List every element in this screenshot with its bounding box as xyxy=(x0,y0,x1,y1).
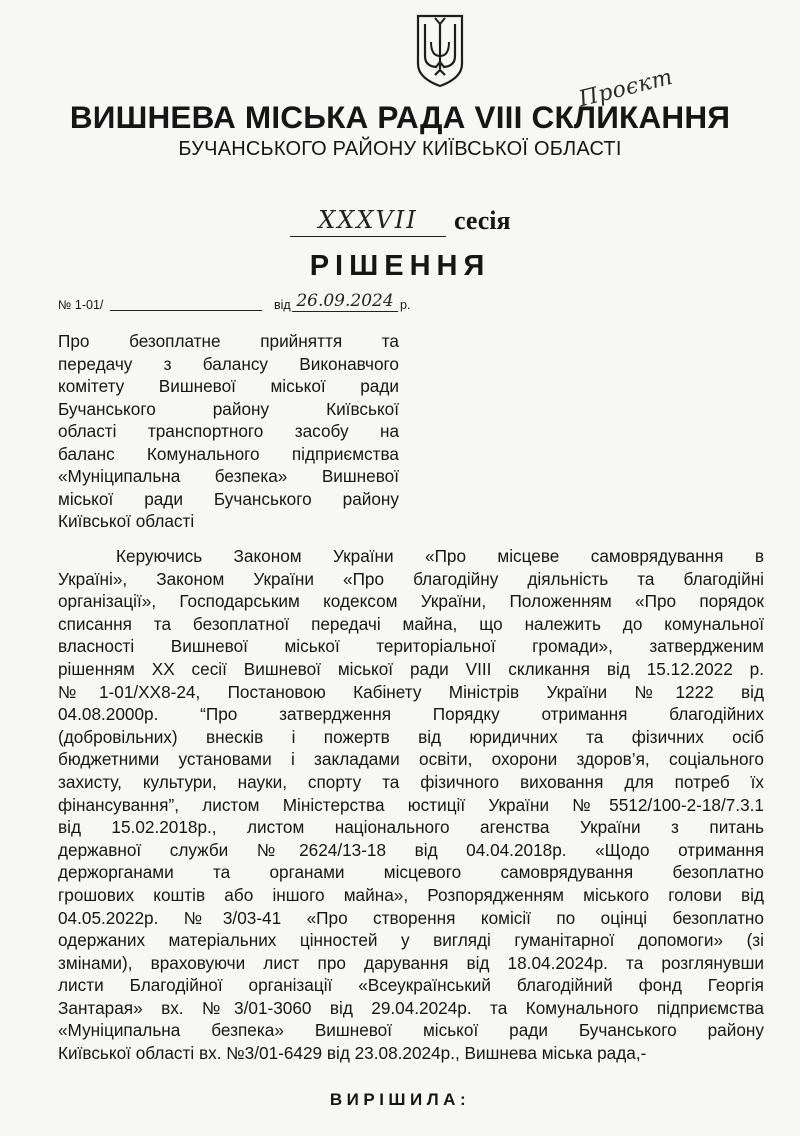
document-date-suffix: р. xyxy=(400,298,411,312)
body-line: списання та безоплатної передачі майна, що належить до комунальної xyxy=(58,613,764,634)
subject-line: міської ради Бучанського району xyxy=(58,488,399,509)
body-line: змінами), враховуючи лист про дарування від 18.04.2024р. та розглянувши xyxy=(58,952,764,973)
document-date-label: від xyxy=(274,298,291,312)
session-line xyxy=(290,204,590,240)
body-line: організації», Господарським кодексом України, Положенням «Про порядок xyxy=(58,591,764,612)
subject-line: області транспортного засобу на xyxy=(58,421,399,441)
council-title: ВИШНЕВА МІСЬКА РАДА VIII СКЛИКАННЯ xyxy=(69,99,731,135)
body-line: державної служби №2624/13-18 від 04.04.2018р. «Щодо отримання xyxy=(58,839,764,860)
body-line: захисту, культури, науки, спорту та фізичного виховання для потреб їх xyxy=(58,771,764,792)
decision-subject xyxy=(58,330,399,533)
body-line: Керуючись Законом України «Про місцеве самоврядування в xyxy=(116,546,764,566)
document-number-blank xyxy=(110,310,262,311)
body-line: фінансування”, листом Міністерства юстиції України №5512/100-2-18/7.3.1 xyxy=(58,794,764,815)
subject-line: баланс Комунального підприємства xyxy=(58,443,399,464)
body-line: власності Вишневої міської територіальної громади», затвердженим xyxy=(58,636,764,657)
trident-emblem-icon xyxy=(414,12,466,88)
body-line: Україні», Законом України «Про благодійну діяльність та благодійні xyxy=(58,568,764,589)
body-line: 04.05.2022р. №3/03-41 «Про створення комісії по оцінці безоплатно xyxy=(58,907,764,928)
subject-line: «Муніципальна безпека» Вишневої xyxy=(58,466,399,486)
body-line: Зантарая» вх. №3/01-3060 від 29.04.2024р. та Комунального підприємства xyxy=(58,997,764,1018)
body-line: листи Благодійної організації «Всеукраїнський благодійний фонд Георгія xyxy=(58,975,764,996)
document-date-handwritten: 26.09.2024 xyxy=(292,292,398,312)
subject-line: Про безоплатне прийняття та xyxy=(58,331,399,351)
body-line: №1-01/XX8-24, Постановою Кабінету Міністрів України №1222 від xyxy=(58,681,764,702)
decision-title: РІШЕННЯ xyxy=(309,250,491,282)
body-line: рішенням XX сесії Вишневої міської ради VIII скликання від 15.12.2022 р. xyxy=(58,658,764,679)
body-line: (добровільних) внесків і пожертв від юридичних та фізичних осіб xyxy=(58,726,764,747)
body-line: грошових коштів або іншого майна», Розпорядженням міського голови від xyxy=(58,884,764,905)
council-subtitle: БУЧАНСЬКОГО РАЙОНУ КИЇВСЬКОЇ ОБЛАСТІ xyxy=(178,138,622,160)
session-number-handwritten: XXXVII xyxy=(290,204,446,237)
body-line: бюджетними установами і закладами освіти, охорони здоров’я, соціального xyxy=(58,749,764,770)
subject-line: Бучанського району Київської xyxy=(58,398,399,419)
body-line: держорганами та органами місцевого самоврядування безоплатно xyxy=(58,862,764,883)
document-number-label: № 1-01/ xyxy=(58,298,104,312)
subject-line: Київської області xyxy=(58,511,195,531)
subject-line: комітету Вишневої міської ради xyxy=(58,376,399,396)
session-label: сесія xyxy=(454,206,511,235)
draft-handwritten-mark: Проєкт xyxy=(576,64,676,113)
body-line: 04.08.2000р. “Про затвердження Порядку отримання благодійних xyxy=(58,704,764,725)
body-line: одержаних матеріальних цінностей у вигляді гуманітарної допомоги» (зі xyxy=(58,930,764,951)
subject-line: передачу з балансу Виконавчого xyxy=(58,353,399,374)
body-line: «Муніципальна безпека» Вишневої міської ради Бучанського району xyxy=(58,1020,764,1041)
body-line: Київської області вх. №3/01-6429 від 23.08.2024р., Вишнева міська рада,- xyxy=(58,1043,647,1064)
body-line: від 15.02.2018р., листом національного агенства України з питань xyxy=(58,817,764,838)
preamble-paragraph xyxy=(58,545,764,1065)
resolved-heading: ВИРІШИЛА: xyxy=(329,1090,471,1109)
document-number-row xyxy=(58,292,418,316)
